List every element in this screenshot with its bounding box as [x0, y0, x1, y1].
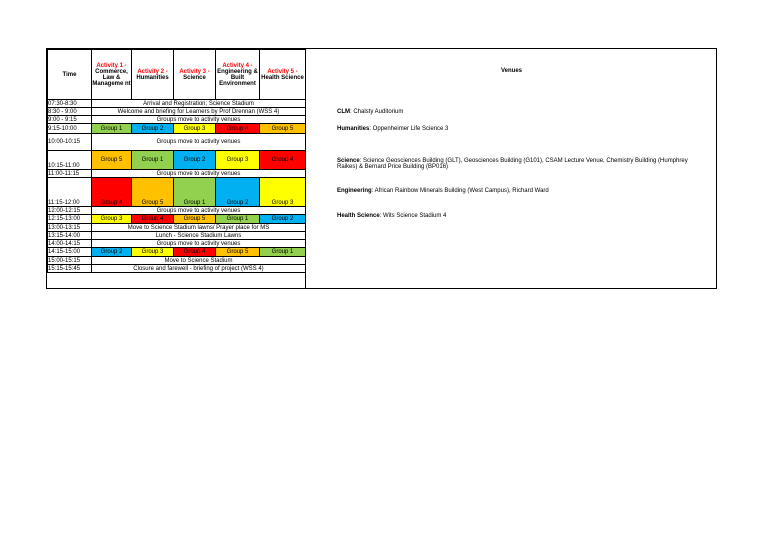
table-row — [48, 116, 306, 124]
group-cell: Group 4 — [260, 151, 306, 170]
venue-humanities — [337, 126, 715, 132]
venue-text: : Oppenheimer Life Science 3 — [369, 126, 449, 132]
schedule-sheet — [46, 48, 717, 289]
venue-health-science — [337, 213, 715, 219]
group-cell: Group 3 — [174, 124, 216, 134]
schedule-item: Groups move to activity venues — [92, 207, 306, 215]
venue-label: Health Science — [337, 213, 380, 219]
activity-1-title: Activity 1 - — [96, 62, 127, 69]
group-cell: Group 1 — [92, 124, 132, 134]
table-row — [48, 134, 306, 151]
group-cell: Group 5 — [216, 248, 260, 257]
group-cell: Group 4 — [216, 124, 260, 134]
venue-label: Science — [337, 158, 360, 164]
schedule-item: Groups move to activity venues — [92, 240, 306, 248]
group-cell: Group 3 — [92, 215, 132, 224]
time-cell: 9:15-10:00 — [48, 124, 92, 134]
time-cell: 10:15-11:00 — [48, 151, 92, 170]
activity-1-subject: Commerce, Law & Manageme nt — [92, 68, 131, 87]
venues-heading: Venues — [500, 68, 522, 74]
schedule-item: Groups move to activity venues — [92, 170, 306, 178]
activity-4-subject: Engineering & Built Environment — [217, 68, 258, 87]
table-row — [48, 257, 306, 265]
time-cell: 10:00-10:15 — [48, 134, 92, 151]
table-row — [48, 100, 306, 108]
group-cell: Group 1 — [260, 248, 306, 257]
group-cell: Group 4 — [132, 215, 174, 224]
venue-science — [337, 158, 715, 170]
activity-4-title: Activity 4 - — [222, 62, 253, 69]
group-cell: Group 2 — [132, 124, 174, 134]
venue-text: : African Rainbow Minerals Building (West Campus), Richard Ward — [371, 188, 549, 194]
time-cell: 12:00-12:15 — [48, 207, 92, 215]
activity-3-header — [174, 50, 216, 100]
group-cell: Group 2 — [92, 248, 132, 257]
group-cell: Group 1 — [132, 151, 174, 170]
activity-4-header — [216, 50, 260, 100]
schedule-item: Welcome and briefing for Learners by Prof Drennan (WSS 4) — [92, 108, 306, 116]
time-cell: 13:15-14:00 — [48, 232, 92, 240]
schedule-item: Groups move to activity venues — [92, 116, 306, 124]
time-cell: 15:00-15:15 — [48, 257, 92, 265]
group-row — [48, 151, 306, 170]
table-row — [48, 224, 306, 232]
group-cell: Group 3 — [260, 178, 306, 207]
activity-2-header — [132, 50, 174, 100]
group-row — [48, 178, 306, 207]
time-cell: 14:15-15:00 — [48, 248, 92, 257]
activity-5-title: Activity 5 - — [267, 68, 298, 75]
venue-text: : Science Geosciences Building (GLT), Geosciences Building (G101), CSAM Lecture Venue, Chemistry Building (Humphrey — [359, 158, 688, 164]
venue-label: Humanities — [337, 126, 370, 132]
time-cell: 11:00-11:15 — [48, 170, 92, 178]
time-cell: 12:15-13:00 — [48, 215, 92, 224]
venue-text: : Wits Science Stadium 4 — [379, 213, 447, 219]
time-cell: 9:00 - 9:15 — [48, 116, 92, 124]
group-cell: Group 2 — [216, 178, 260, 207]
group-row — [48, 215, 306, 224]
group-cell: Group 4 — [174, 248, 216, 257]
venue-text-continued: Raikes) & Bernard Price Building (BP016) — [337, 164, 449, 170]
time-cell: 14:00-14:15 — [48, 240, 92, 248]
activity-3-subject: Science — [183, 74, 206, 81]
header-row — [48, 50, 306, 100]
group-cell: Group 5 — [260, 124, 306, 134]
group-row — [48, 248, 306, 257]
group-row — [48, 124, 306, 134]
time-cell: 8:30 - 9:00 — [48, 108, 92, 116]
table-row — [48, 170, 306, 178]
group-cell: Group 3 — [132, 248, 174, 257]
group-cell: Group 5 — [174, 215, 216, 224]
time-cell: 15:15-15:45 — [48, 265, 92, 273]
schedule-item: Groups move to activity venues — [92, 134, 306, 151]
activity-2-subject: Humanities — [136, 74, 169, 81]
time-header: Time — [48, 50, 92, 100]
group-cell: Group 3 — [216, 151, 260, 170]
group-cell: Group 4 — [92, 178, 132, 207]
schedule-item: Closure and farewell - briefing of project (WSS 4) — [92, 265, 306, 273]
group-cell: Group 1 — [216, 215, 260, 224]
schedule-table — [47, 49, 306, 273]
venue-label: Engineering — [337, 188, 372, 194]
activity-3-title: Activity 3 - — [179, 68, 210, 75]
group-cell: Group 5 — [132, 178, 174, 207]
venue-text: : Chalsty Auditorium — [350, 109, 404, 115]
activity-5-subject: Health Science — [261, 74, 304, 81]
venues-panel — [305, 49, 717, 288]
schedule-item: Lunch - Science Stadium Lawns — [92, 232, 306, 240]
group-cell: Group 5 — [92, 151, 132, 170]
venue-engineering — [337, 188, 715, 194]
table-row — [48, 240, 306, 248]
activity-2-title: Activity 2 - — [137, 68, 168, 75]
schedule-item: Move to Science Stadium — [92, 257, 306, 265]
table-row — [48, 207, 306, 215]
activity-5-header — [260, 50, 306, 100]
group-cell: Group 2 — [260, 215, 306, 224]
activity-1-header — [92, 50, 132, 100]
group-cell: Group 2 — [174, 151, 216, 170]
table-row — [48, 265, 306, 273]
time-cell: 07:30-8:30 — [48, 100, 92, 108]
group-cell: Group 1 — [174, 178, 216, 207]
venue-label: CLM — [337, 109, 350, 115]
venue-clm — [337, 109, 715, 115]
time-cell: 11:15-12:00 — [48, 178, 92, 207]
table-row — [48, 232, 306, 240]
time-cell: 13:00-13:15 — [48, 224, 92, 232]
table-row — [48, 108, 306, 116]
schedule-item: Move to Science Stadium lawns/ Prayer place for MS — [92, 224, 306, 232]
schedule-item: Arrival and Registration; Science Stadium — [92, 100, 306, 108]
